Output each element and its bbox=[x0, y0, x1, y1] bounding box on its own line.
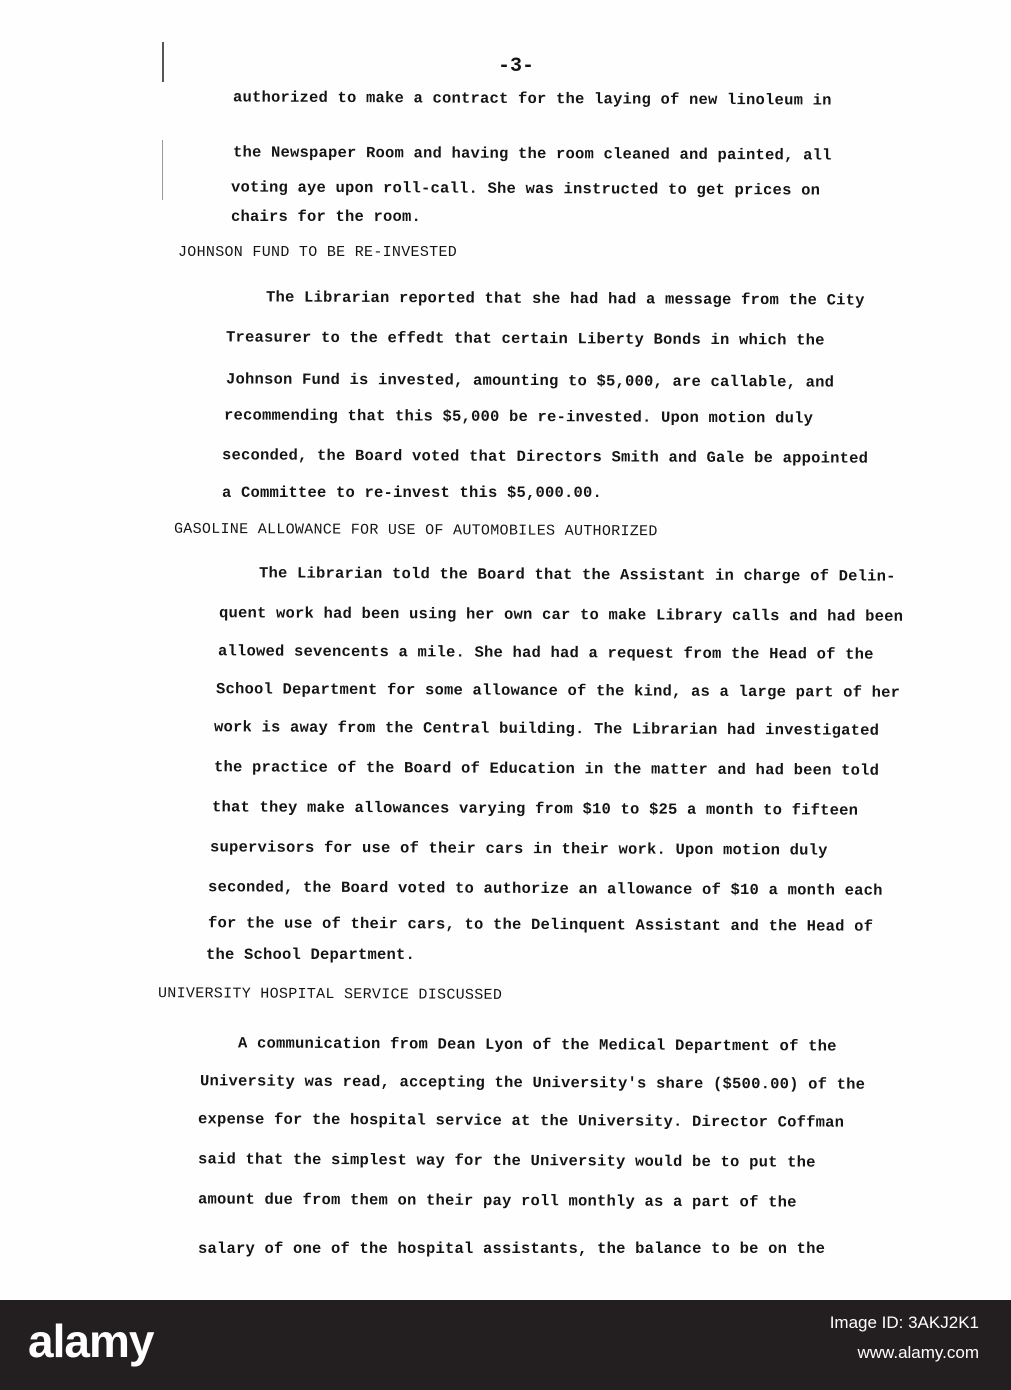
text-line: quent work had been using her own car to make Library calls and had been bbox=[218, 604, 904, 626]
alamy-logo: alamy bbox=[28, 1315, 154, 1367]
text-line: said that the simplest way for the University would be to put the bbox=[197, 1150, 816, 1172]
section-heading: GASOLINE ALLOWANCE FOR USE OF AUTOMOBILES AUTHORIZED bbox=[173, 520, 658, 541]
text-line: the practice of the Board of Education in the matter and had been told bbox=[213, 758, 880, 780]
text-line: authorized to make a contract for the laying of new linoleum in bbox=[232, 88, 832, 110]
text-line: chairs for the room. bbox=[231, 208, 422, 226]
text-line: salary of one of the hospital assistants, the balance to be on the bbox=[198, 1240, 826, 1258]
text-line: a Committee to re-invest this $5,000.00. bbox=[222, 484, 603, 502]
section-heading: UNIVERSITY HOSPITAL SERVICE DISCUSSED bbox=[157, 985, 503, 1004]
text-line: allowed sevencents a mile. She had had a request from the Head of the bbox=[217, 642, 874, 664]
text-line: the Newspaper Room and having the room cleaned and painted, all bbox=[232, 143, 832, 165]
text-line: the School Department. bbox=[206, 946, 416, 964]
text-line: School Department for some allowance of the kind, as a large part of her bbox=[215, 680, 901, 702]
text-line: University was read, accepting the University's share ($500.00) of the bbox=[199, 1072, 866, 1094]
watermark-footer bbox=[0, 1300, 1011, 1390]
text-line: seconded, the Board voted that Directors Smith and Gale be appointed bbox=[221, 446, 869, 468]
text-line: work is away from the Central building. The Librarian had investigated bbox=[213, 718, 880, 740]
text-line: expense for the hospital service at the University. Director Coffman bbox=[197, 1110, 845, 1132]
text-line: recommending that this $5,000 be re-invested. Upon motion duly bbox=[223, 406, 814, 428]
image-id bbox=[830, 1308, 979, 1368]
text-line: seconded, the Board voted to authorize an allowance of $10 a month each bbox=[207, 878, 883, 900]
section-heading: JOHNSON FUND TO BE RE-INVESTED bbox=[178, 244, 458, 261]
text-line: that they make allowances varying from $10 to $25 a month to fifteen bbox=[211, 798, 859, 820]
text-line: for the use of their cars, to the Delinquent Assistant and the Head of bbox=[207, 914, 874, 936]
margin-mark bbox=[162, 140, 163, 200]
margin-mark bbox=[162, 42, 164, 82]
text-line: A communication from Dean Lyon of the Medical Department of the bbox=[237, 1034, 837, 1056]
text-line: The Librarian reported that she had had a message from the City bbox=[265, 288, 865, 310]
text-line: supervisors for use of their cars in their work. Upon motion duly bbox=[209, 838, 828, 860]
image-id-text: Image ID: 3AKJ2K1 bbox=[829, 1313, 979, 1332]
text-line: amount due from them on their pay roll monthly as a part of the bbox=[197, 1190, 797, 1212]
text-line: voting aye upon roll-call. She was instructed to get prices on bbox=[230, 178, 821, 200]
page-number: -3- bbox=[498, 55, 535, 78]
text-line: Treasurer to the effedt that certain Liberty Bonds in which the bbox=[225, 328, 825, 350]
text-line: Johnson Fund is invested, amounting to $5,000, are callable, and bbox=[225, 370, 835, 392]
text-line: The Librarian told the Board that the Assistant in charge of Delin- bbox=[258, 564, 896, 586]
image-id-site: www.alamy.com bbox=[857, 1343, 979, 1362]
